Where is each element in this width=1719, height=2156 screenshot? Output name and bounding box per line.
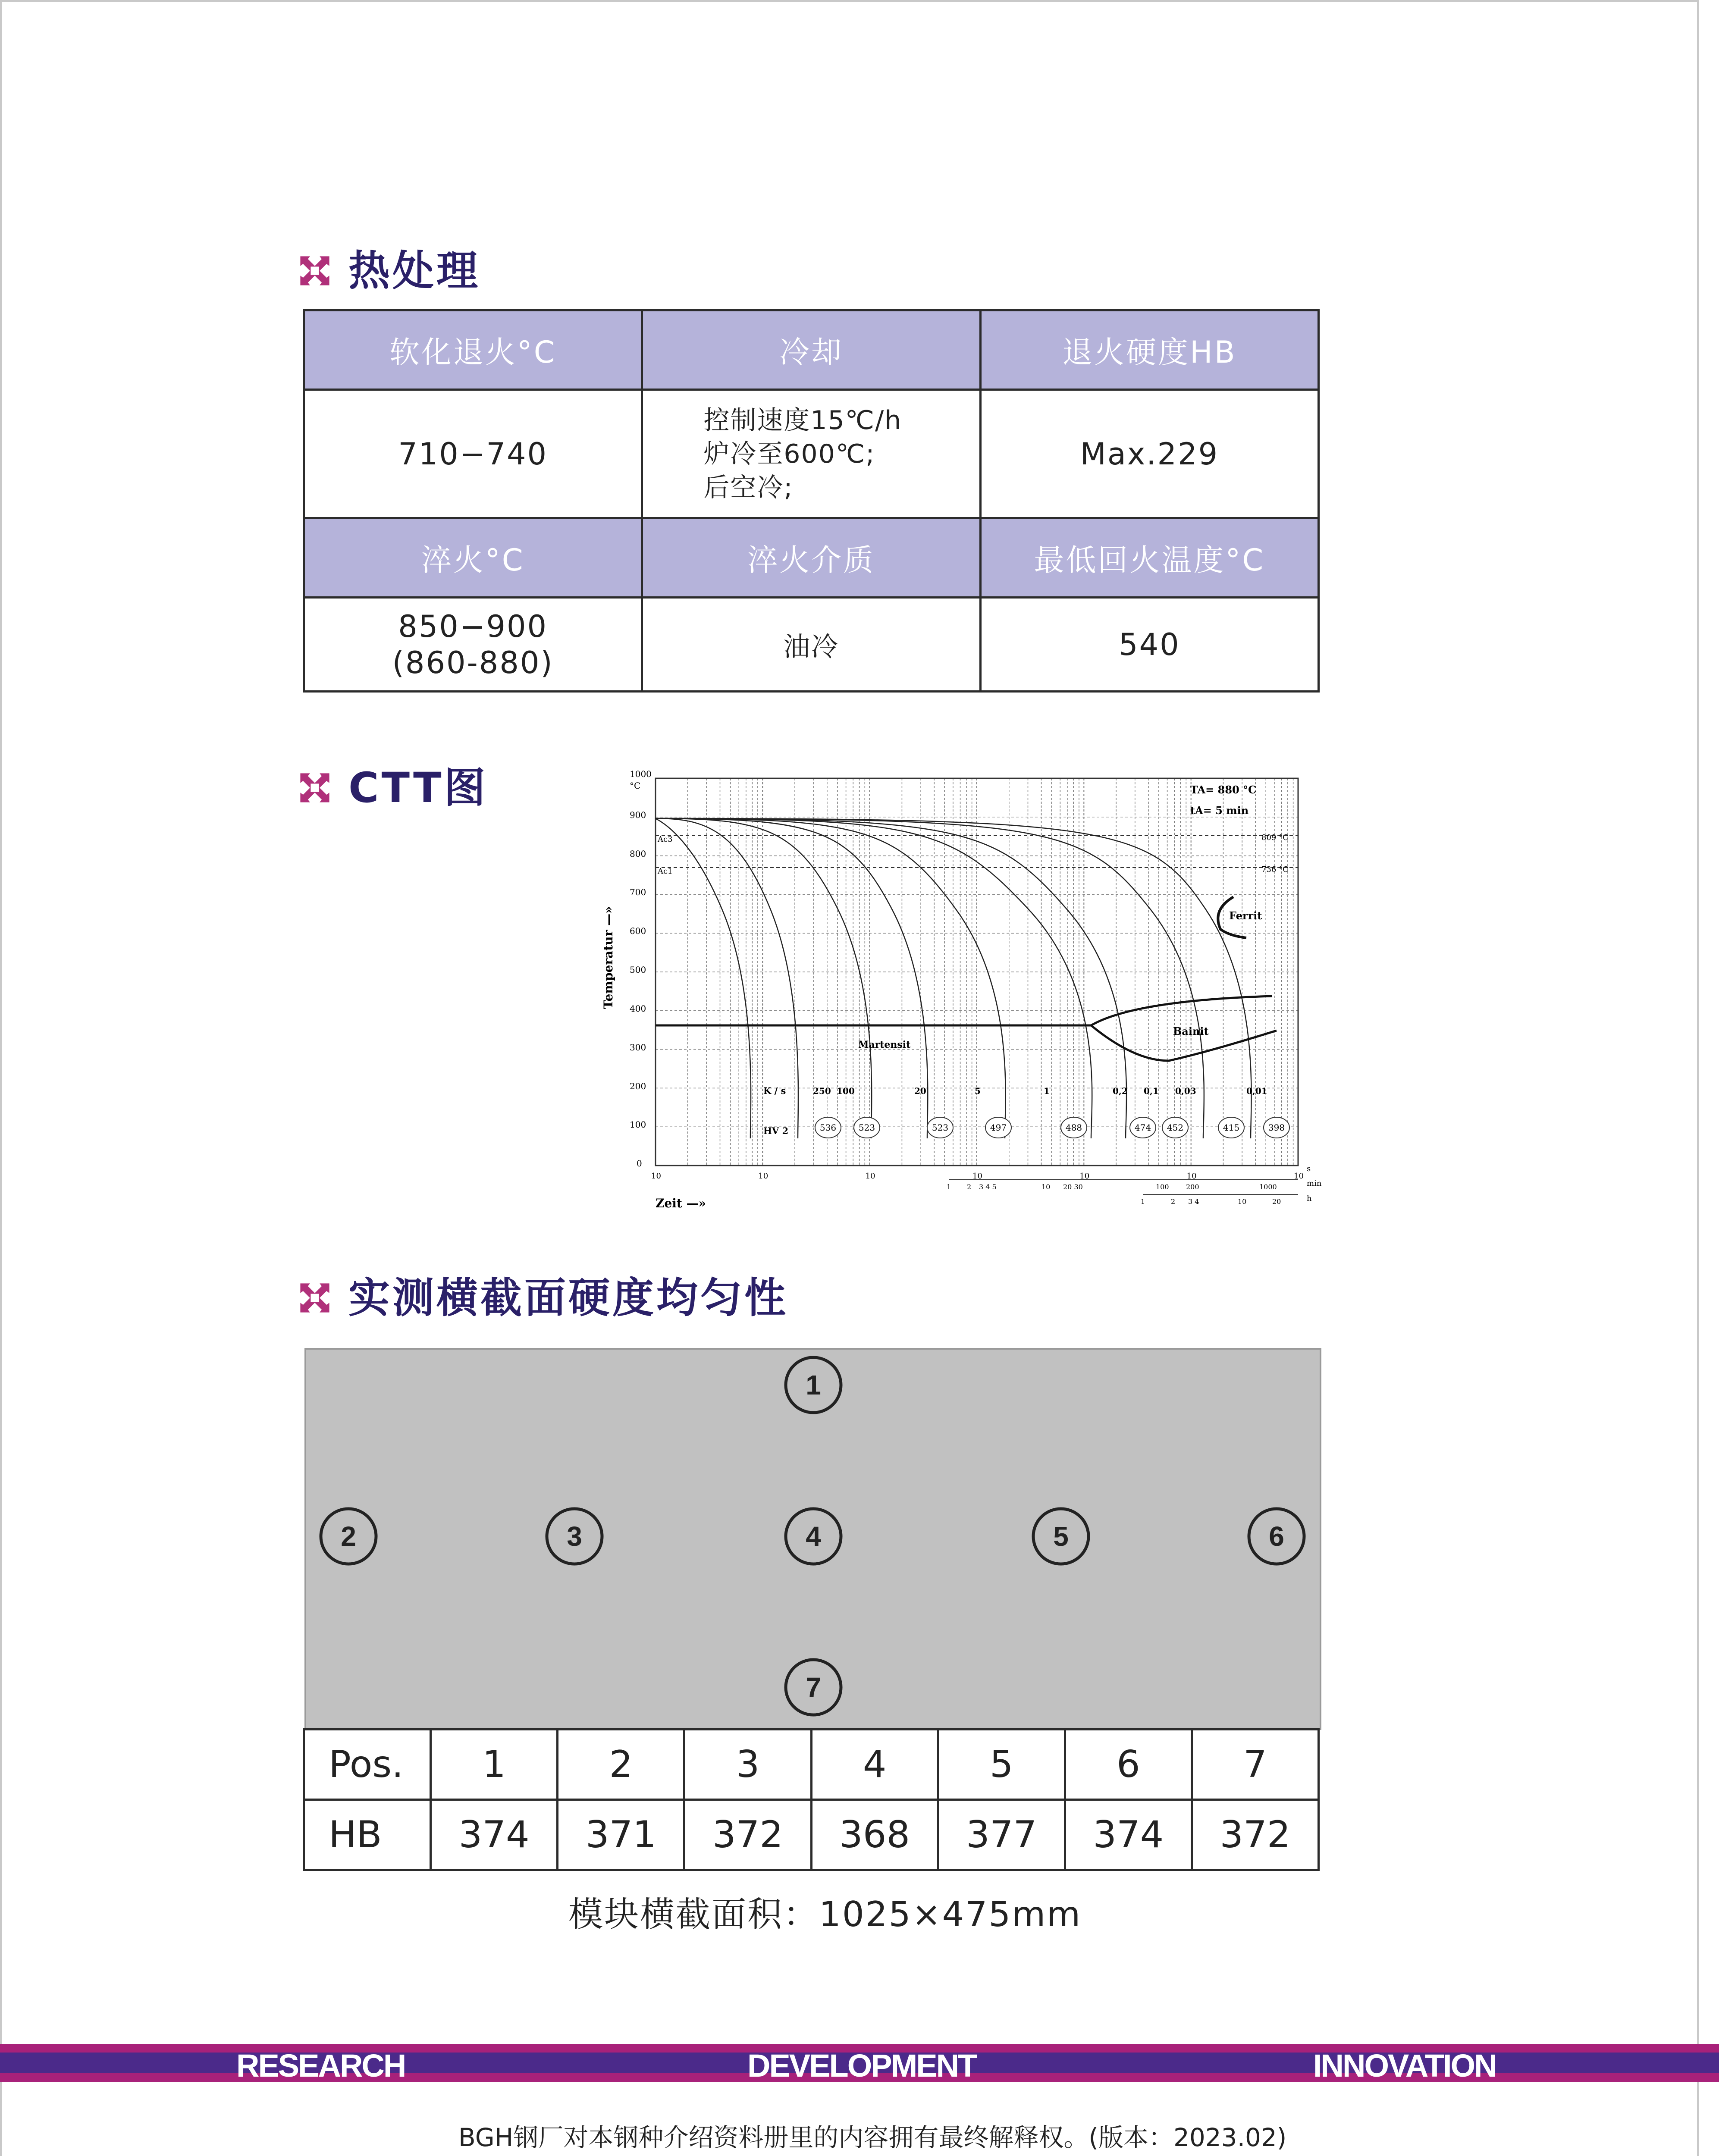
- martensit-label: Martensit: [858, 1039, 911, 1050]
- hardness-circle: [927, 1117, 953, 1138]
- y-tick-labels: [630, 769, 652, 1169]
- austenitizing-temp: TA= 880 °C: [1190, 783, 1257, 796]
- x-decade-label: 10: [1294, 1172, 1304, 1181]
- minutes-scale-labels: [947, 1183, 1277, 1191]
- x-decade-label: 10: [972, 1172, 982, 1181]
- hardness-circle-value: 474: [1134, 1122, 1151, 1133]
- hardness-circle: [854, 1117, 880, 1138]
- h-tick-label: 20: [1272, 1197, 1281, 1206]
- h-tick-label: 1: [1141, 1197, 1145, 1206]
- pos-cell: 6: [1065, 1730, 1192, 1800]
- annealing-hardness-value: Max.229: [980, 390, 1318, 518]
- hardness-circle: [1264, 1117, 1289, 1138]
- marker-number: 3: [567, 1521, 582, 1552]
- ctt-grid: [656, 778, 1298, 1166]
- ac1-label: Ac1: [658, 867, 673, 876]
- x-decade-label: 10: [1186, 1172, 1197, 1181]
- ks-label: K / s: [763, 1085, 786, 1096]
- position-marker: [1031, 1506, 1091, 1567]
- header-cell: 退火硬度HB: [980, 310, 1318, 390]
- hardness-position-table: [303, 1728, 1320, 1871]
- hardness-circle-value: 452: [1167, 1122, 1184, 1133]
- cooling-rate-label: 100: [837, 1086, 855, 1096]
- cooling-rate-labels: [813, 1086, 1267, 1096]
- cooling-rate-label: 1: [1044, 1086, 1050, 1096]
- quench-medium-value: 油冷: [642, 598, 980, 692]
- cooling-value: [642, 390, 980, 518]
- h-tick-label: 2: [1171, 1197, 1176, 1206]
- min-tick-label: 100: [1156, 1183, 1169, 1191]
- pos-cell: 1: [431, 1730, 558, 1800]
- y-tick-label: 200: [630, 1081, 646, 1091]
- min-tick-label: 1000: [1259, 1183, 1277, 1191]
- cooling-curve: [656, 818, 1092, 1138]
- header-cell: 淬火介质: [642, 518, 980, 598]
- ferrit-label: Ferrit: [1229, 909, 1262, 922]
- hb-cell: 377: [938, 1800, 1065, 1870]
- annealing-value: 710−740: [304, 390, 642, 518]
- hb-label: HB: [304, 1800, 431, 1870]
- hardness-circle: [1218, 1117, 1244, 1138]
- section-title-text: CTT图: [348, 764, 488, 812]
- bainit-label: Bainit: [1173, 1025, 1209, 1037]
- cooling-rate-label: 0,1: [1144, 1086, 1159, 1096]
- hb-cell: 371: [558, 1800, 684, 1870]
- hardness-circle-value: 488: [1065, 1122, 1082, 1133]
- y-tick-label: 400: [630, 1003, 646, 1014]
- cross-arrows-icon: [298, 1281, 332, 1315]
- section-title-text: 实测横截面硬度均匀性: [348, 1274, 788, 1322]
- position-marker: [1246, 1506, 1307, 1567]
- y-unit-label: °C: [630, 780, 641, 791]
- table-row: [304, 598, 1319, 692]
- section-title-hardness: [298, 1274, 788, 1322]
- table-header-row: [304, 518, 1319, 598]
- table-row-hb: [304, 1800, 1319, 1870]
- ac3-value: 809 °C: [1261, 833, 1289, 842]
- position-marker: [318, 1506, 379, 1567]
- marker-number: 2: [341, 1521, 356, 1552]
- x-decade-label: 10: [865, 1172, 875, 1181]
- quench-line: (860-880): [392, 645, 554, 680]
- cooling-rate-label: 0,2: [1113, 1086, 1128, 1096]
- hardness-circle: [1061, 1117, 1087, 1138]
- ac1-value: 736 °C: [1261, 865, 1289, 874]
- footer-keyword: DEVELOPMENT: [747, 2048, 976, 2084]
- pos-cell: 5: [938, 1730, 1065, 1800]
- h-tick-label: 3 4: [1188, 1197, 1199, 1206]
- header-cell: 软化退火°C: [304, 310, 642, 390]
- y-tick-label: 900: [630, 810, 646, 820]
- h-tick-label: 10: [1238, 1197, 1247, 1206]
- ctt-diagram: [595, 768, 1328, 1225]
- x-decade-label: 10: [651, 1172, 661, 1181]
- position-marker: [544, 1506, 605, 1567]
- cooling-curves: [656, 818, 1252, 1138]
- min-tick-label: 20 30: [1063, 1183, 1083, 1191]
- min-tick-label: 10: [1041, 1183, 1051, 1191]
- min-tick-label: 3 4 5: [979, 1183, 997, 1191]
- hardness-circle: [815, 1117, 841, 1138]
- hb-cell: 368: [811, 1800, 938, 1870]
- table-row: [304, 390, 1319, 518]
- x-axis-label: Zeit —»: [656, 1196, 706, 1210]
- y-tick-label: 800: [630, 849, 646, 859]
- cross-section-caption: 模块横截面积：1025×475mm: [568, 1894, 1082, 1934]
- marker-number: 4: [806, 1521, 821, 1552]
- unit-minutes: min: [1307, 1179, 1322, 1188]
- marker-number: 7: [806, 1672, 821, 1703]
- y-axis-label: Temperatur —»: [601, 906, 615, 1009]
- cross-section-block: [304, 1348, 1321, 1730]
- section-title-text: 热处理: [348, 247, 480, 295]
- cooling-rate-label: 0,01: [1246, 1086, 1267, 1096]
- cooling-curve: [656, 818, 1126, 1138]
- hb-cell: 372: [1192, 1800, 1318, 1870]
- header-cell: 淬火°C: [304, 518, 642, 598]
- min-tick-label: 1: [947, 1183, 951, 1191]
- y-tick-label: 500: [630, 965, 646, 975]
- footer-note: BGH钢厂对本钢种介绍资料册里的内容拥有最终解释权。(版本：2023.02): [458, 2123, 1287, 2152]
- x-decade-label: 10: [1079, 1172, 1090, 1181]
- hv-label: HV 2: [763, 1125, 789, 1136]
- position-marker: [783, 1657, 844, 1717]
- y-tick-label: 700: [630, 887, 646, 897]
- section-title-ctt: [298, 764, 488, 812]
- cross-arrows-icon: [298, 771, 332, 805]
- y-tick-label: 100: [630, 1119, 646, 1130]
- hardness-circle-value: 523: [858, 1122, 875, 1133]
- cooling-curve: [656, 818, 928, 1138]
- y-tick-label: 300: [630, 1042, 646, 1053]
- x-decade-label: 10: [758, 1172, 769, 1181]
- austenitizing-time: tA= 5 min: [1190, 804, 1249, 817]
- marker-number: 5: [1053, 1521, 1069, 1552]
- min-tick-label: 200: [1186, 1183, 1199, 1191]
- header-cell: 最低回火温度°C: [980, 518, 1318, 598]
- pos-cell: 3: [684, 1730, 811, 1800]
- marker-number: 1: [806, 1369, 821, 1401]
- hours-scale-labels: [1141, 1197, 1281, 1206]
- hb-cell: 374: [1065, 1800, 1192, 1870]
- hardness-circle: [1162, 1117, 1188, 1138]
- hardness-circle: [1130, 1117, 1156, 1138]
- hardness-circles: [815, 1117, 1289, 1138]
- hb-cell: 372: [684, 1800, 811, 1870]
- cooling-rate-label: 0,03: [1175, 1086, 1196, 1096]
- hardness-circle-value: 523: [932, 1122, 949, 1133]
- pos-cell: 7: [1192, 1730, 1318, 1800]
- hardness-circle-value: 398: [1268, 1122, 1285, 1133]
- position-marker: [783, 1355, 844, 1415]
- marker-number: 6: [1269, 1521, 1284, 1552]
- unit-seconds: s: [1307, 1164, 1311, 1173]
- cooling-line: 炉冷至600℃;: [703, 439, 875, 469]
- min-tick-label: 2: [967, 1183, 972, 1191]
- hb-cell: 374: [431, 1800, 558, 1870]
- pos-cell: 2: [558, 1730, 684, 1800]
- cooling-line: 控制速度15℃/h: [703, 405, 902, 436]
- temper-value: 540: [980, 598, 1318, 692]
- ac3-label: Ac3: [658, 835, 673, 844]
- cooling-rate-label: 250: [813, 1086, 831, 1096]
- footer-keyword: RESEARCH: [236, 2048, 405, 2084]
- quench-value: [304, 598, 642, 692]
- header-cell: 冷却: [642, 310, 980, 390]
- cooling-curve: [656, 818, 1252, 1138]
- cooling-rate-label: 20: [914, 1086, 926, 1096]
- y-tick-label: 0: [637, 1158, 642, 1169]
- pos-cell: 4: [811, 1730, 938, 1800]
- hardness-circle: [985, 1117, 1011, 1138]
- hardness-circle-value: 536: [819, 1122, 837, 1133]
- quench-line: 850−900: [398, 608, 548, 644]
- table-row-positions: [304, 1730, 1319, 1800]
- footer-keyword: INNOVATION: [1313, 2048, 1496, 2084]
- cooling-rate-label: 5: [975, 1086, 981, 1096]
- heat-treatment-table: [303, 309, 1320, 693]
- y-tick-label: 600: [630, 926, 646, 936]
- table-header-row: [304, 310, 1319, 390]
- cross-arrows-icon: [298, 254, 332, 288]
- y-tick-label: 1000: [630, 769, 652, 779]
- hardness-circle-value: 415: [1223, 1122, 1240, 1133]
- unit-hours: h: [1307, 1194, 1312, 1203]
- cooling-line: 后空冷;: [703, 472, 794, 503]
- position-marker: [783, 1506, 844, 1567]
- section-title-heat-treatment: [298, 247, 480, 295]
- hardness-circle-value: 497: [990, 1122, 1007, 1133]
- pos-label: Pos.: [304, 1730, 431, 1800]
